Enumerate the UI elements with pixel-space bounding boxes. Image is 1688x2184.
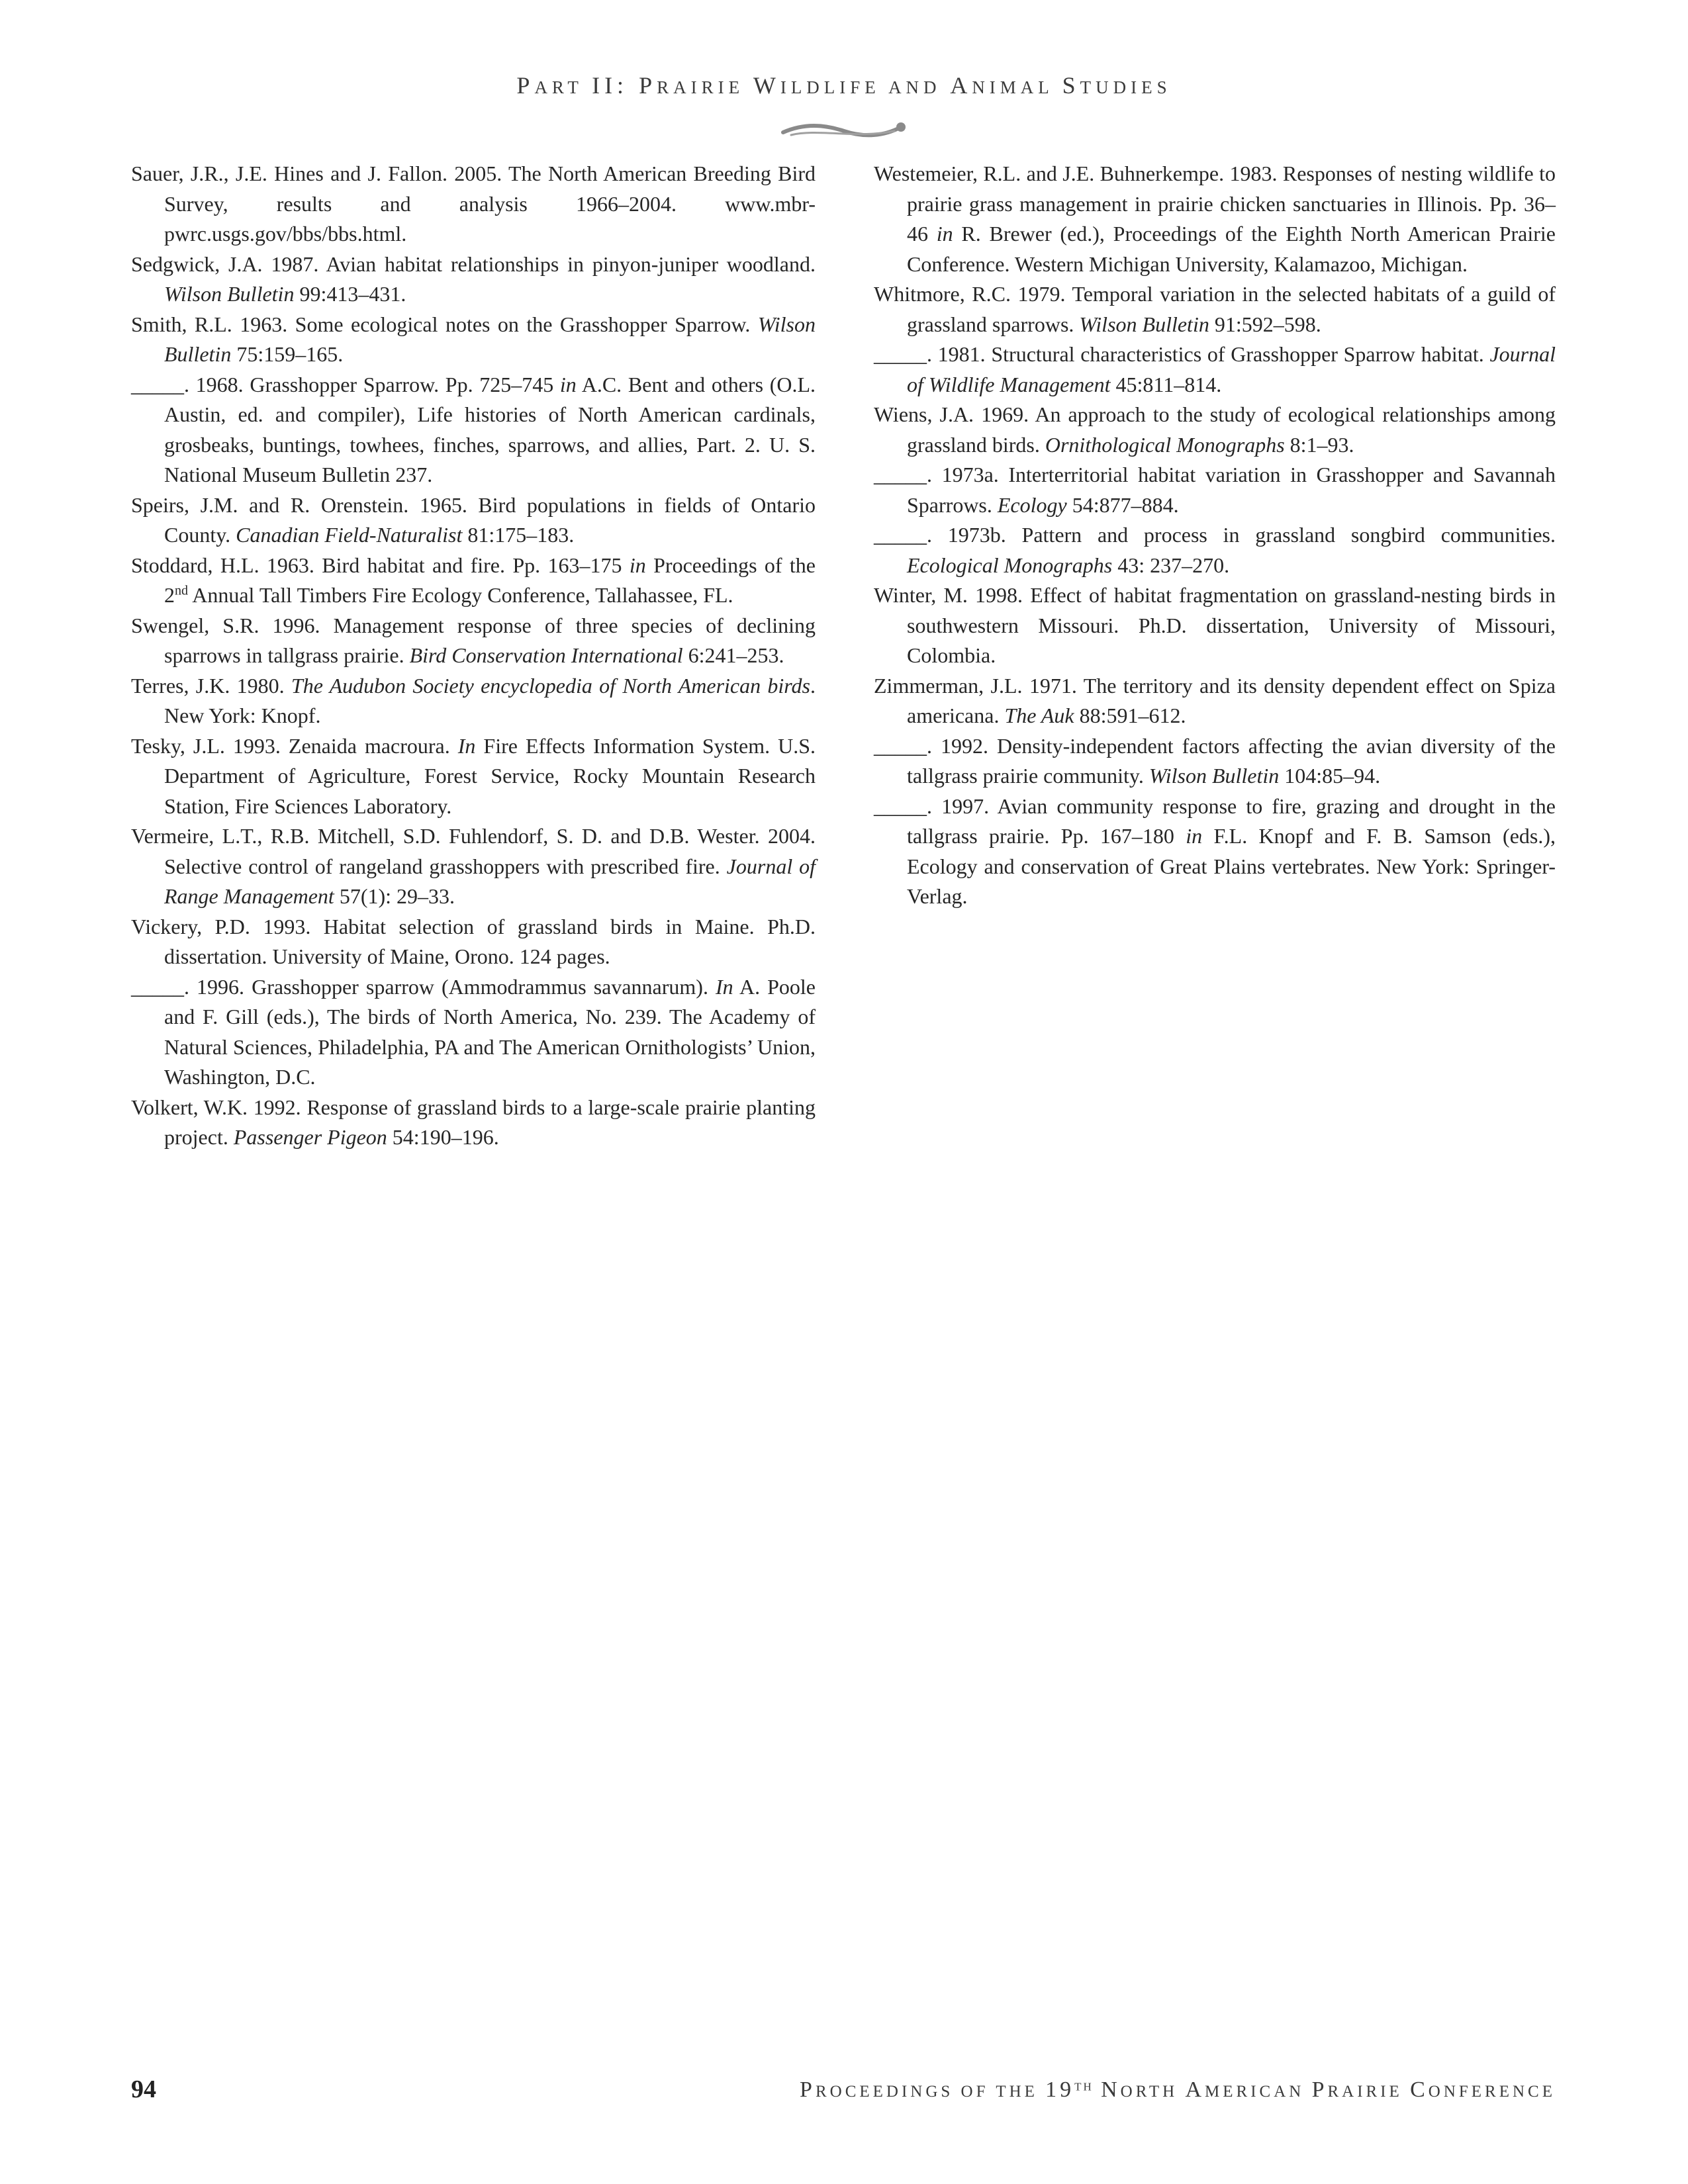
reference-entry: Zimmerman, J.L. 1971. The territory and its density dependent effect on Spiza americana. The Auk 88:591–612. bbox=[874, 673, 1556, 727]
references-right-column bbox=[874, 159, 1556, 912]
reference-entry: Westemeier, R.L. and J.E. Buhnerkempe. 1983. Responses of nesting wildlife to prairie grass management in prairie chicken sanctuaries in Illinois. Pp. 36–46 in R. Brewer (ed.), Proceedings of the Eighth North American Prairie Conference. Western Michigan University, Kalamazoo, Michigan. bbox=[874, 161, 1556, 276]
references-left-column bbox=[131, 159, 816, 1153]
page-footer bbox=[131, 2075, 1556, 2107]
reference-entry: Sedgwick, J.A. 1987. Avian habitat relationships in pinyon-juniper woodland. Wilson Bulletin 99:413–431. bbox=[131, 251, 816, 306]
reference-entry: _____. 1992. Density-independent factors affecting the avian diversity of the tallgrass prairie community. Wilson Bulletin 104:85–94. bbox=[874, 733, 1556, 788]
reference-entry: _____. 1968. Grasshopper Sparrow. Pp. 725–745 in A.C. Bent and others (O.L. Austin, ed. and compiler), Life histories of North American cardinals, grosbeaks, buntings, towhees, finches, sparrows, and allies, Part. 2. U. S. National Museum Bulletin 237. bbox=[131, 372, 816, 486]
running-head: PART II: PRAIRIE WILDLIFE AND ANIMAL STUDIES bbox=[516, 72, 1172, 99]
reference-entry: Whitmore, R.C. 1979. Temporal variation in the selected habitats of a guild of grassland sparrows. Wilson Bulletin 91:592–598. bbox=[874, 282, 1556, 336]
journal-title: PROCEEDINGS OF THE 19TH NORTH AMERICAN PRAIRIE CONFERENCE bbox=[800, 2077, 1556, 2102]
reference-entry: Sauer, J.R., J.E. Hines and J. Fallon. 2005. The North American Breeding Bird Survey, results and analysis 1966–2004. www.mbr-pwrc.usgs.gov/bbs/bbs.html. bbox=[131, 161, 816, 246]
reference-entry: _____. 1973a. Interterritorial habitat variation in Grasshopper and Savannah Sparrows. Ecology 54:877–884. bbox=[874, 463, 1556, 517]
reference-entry: Stoddard, H.L. 1963. Bird habitat and fire. Pp. 163–175 in Proceedings of the 2nd Annual Tall Timbers Fire Ecology Conference, Tallahassee, FL. bbox=[131, 553, 816, 607]
reference-entry: Speirs, J.M. and R. Orenstein. 1965. Bird populations in fields of Ontario County. Canadian Field-Naturalist 81:175–183. bbox=[131, 492, 816, 547]
reference-entry: _____. 1996. Grasshopper sparrow (Ammodrammus savannarum). In A. Poole and F. Gill (eds.), The birds of North America, No. 239. The Academy of Natural Sciences, Philadelphia, PA and The American Ornithologists’ Union, Washington, D.C. bbox=[131, 974, 816, 1089]
reference-entry: Terres, J.K. 1980. The Audubon Society encyclopedia of North American birds. New York: Knopf. bbox=[131, 673, 816, 727]
reference-entry: Volkert, W.K. 1992. Response of grassland birds to a large-scale prairie planting project. Passenger Pigeon 54:190–196. bbox=[131, 1095, 816, 1149]
page-number: 94 bbox=[131, 2075, 156, 2103]
reference-entry: Wiens, J.A. 1969. An approach to the study of ecological relationships among grassland birds. Ornithological Monographs 8:1–93. bbox=[874, 402, 1556, 457]
reference-entry: Winter, M. 1998. Effect of habitat fragmentation on grassland-nesting birds in southwestern Missouri. Ph.D. dissertation, University of Missouri, Colombia. bbox=[874, 583, 1556, 667]
reference-entry: Vickery, P.D. 1993. Habitat selection of grassland birds in Maine. Ph.D. dissertation. University of Maine, Orono. 124 pages. bbox=[131, 914, 816, 968]
reference-entry: Vermeire, L.T., R.B. Mitchell, S.D. Fuhlendorf, S. D. and D.B. Wester. 2004. Selective control of rangeland grasshoppers with prescribed fire. Journal of Range Management 57(1): 29–33. bbox=[131, 824, 816, 908]
reference-entry: Swengel, S.R. 1996. Management response of three species of declining sparrows in tallgrass prairie. Bird Conservation International 6:241–253. bbox=[131, 613, 816, 667]
reference-entry: Tesky, J.L. 1993. Zenaida macroura. In Fire Effects Information System. U.S. Department of Agriculture, Forest Service, Rocky Mountain Research Station, Fire Sciences Laboratory. bbox=[131, 733, 816, 818]
ornament-flourish-icon bbox=[778, 119, 910, 142]
reference-entry: _____. 1981. Structural characteristics of Grasshopper Sparrow habitat. Journal of Wildlife Management 45:811–814. bbox=[874, 342, 1556, 396]
reference-entry: _____. 1973b. Pattern and process in grassland songbird communities. Ecological Monographs 43: 237–270. bbox=[874, 523, 1556, 577]
reference-entry: Smith, R.L. 1963. Some ecological notes on the Grasshopper Sparrow. Wilson Bulletin 75:159–165. bbox=[131, 312, 816, 366]
reference-entry: _____. 1997. Avian community response to fire, grazing and drought in the tallgrass prairie. Pp. 167–180 in F.L. Knopf and F. B. Samson (eds.), Ecology and conservation of Great Plains vertebrates. New York: Springer-Verlag. bbox=[874, 794, 1556, 908]
